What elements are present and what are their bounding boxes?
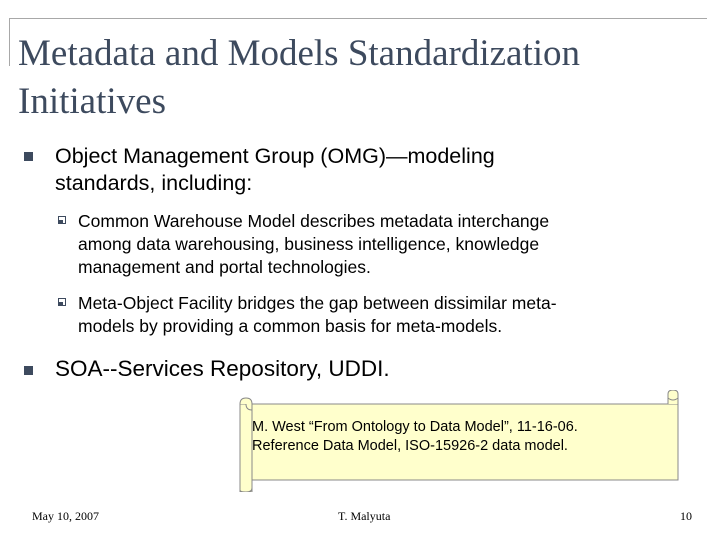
square-bullet-icon xyxy=(24,152,33,161)
bullet-omg xyxy=(55,143,705,197)
scroll-note-text xyxy=(252,418,578,456)
bullet-omg-line-2: standards, including: xyxy=(55,171,253,195)
bullet-soa xyxy=(55,355,705,382)
sub-bullet-cwm-line-1: Common Warehouse Model describes metadata interchange xyxy=(78,211,550,231)
reference-scroll-note xyxy=(230,390,685,492)
title-line-1: Metadata and Models Standardization xyxy=(18,33,581,74)
sub-bullet-mof-line-2: models by providing a common basis for meta-models. xyxy=(78,316,503,336)
slide-title xyxy=(18,30,708,126)
sub-bullet-cwm xyxy=(78,210,708,279)
footer-author: T. Malyuta xyxy=(338,509,391,523)
bullet-soa-line-1: SOA--Services Repository, UDDI. xyxy=(55,356,390,381)
sub-bullet-cwm-line-3: management and portal technologies. xyxy=(78,257,371,277)
footer-page-number: 10 xyxy=(680,509,692,523)
square-bullet-icon xyxy=(24,366,33,375)
sub-bullet-mof xyxy=(78,292,708,338)
hollow-square-bullet-icon xyxy=(58,216,66,224)
frame-top-line xyxy=(9,18,707,19)
sub-bullet-mof-line-1: Meta-Object Facility bridges the gap between dissimilar meta- xyxy=(78,293,557,313)
footer-date: May 10, 2007 xyxy=(32,509,99,523)
frame-left-line xyxy=(9,18,10,66)
hollow-square-bullet-icon xyxy=(58,298,66,306)
scroll-note-line-2: Reference Data Model, ISO-15926-2 data model. xyxy=(252,438,568,454)
title-line-2: Initiatives xyxy=(18,81,166,122)
sub-bullet-cwm-line-2: among data warehousing, business intelligence, knowledge xyxy=(78,234,540,254)
scroll-note-line-1: M. West “From Ontology to Data Model”, 11-16-06. xyxy=(252,419,578,435)
bullet-omg-line-1: Object Management Group (OMG)—modeling xyxy=(55,144,495,168)
